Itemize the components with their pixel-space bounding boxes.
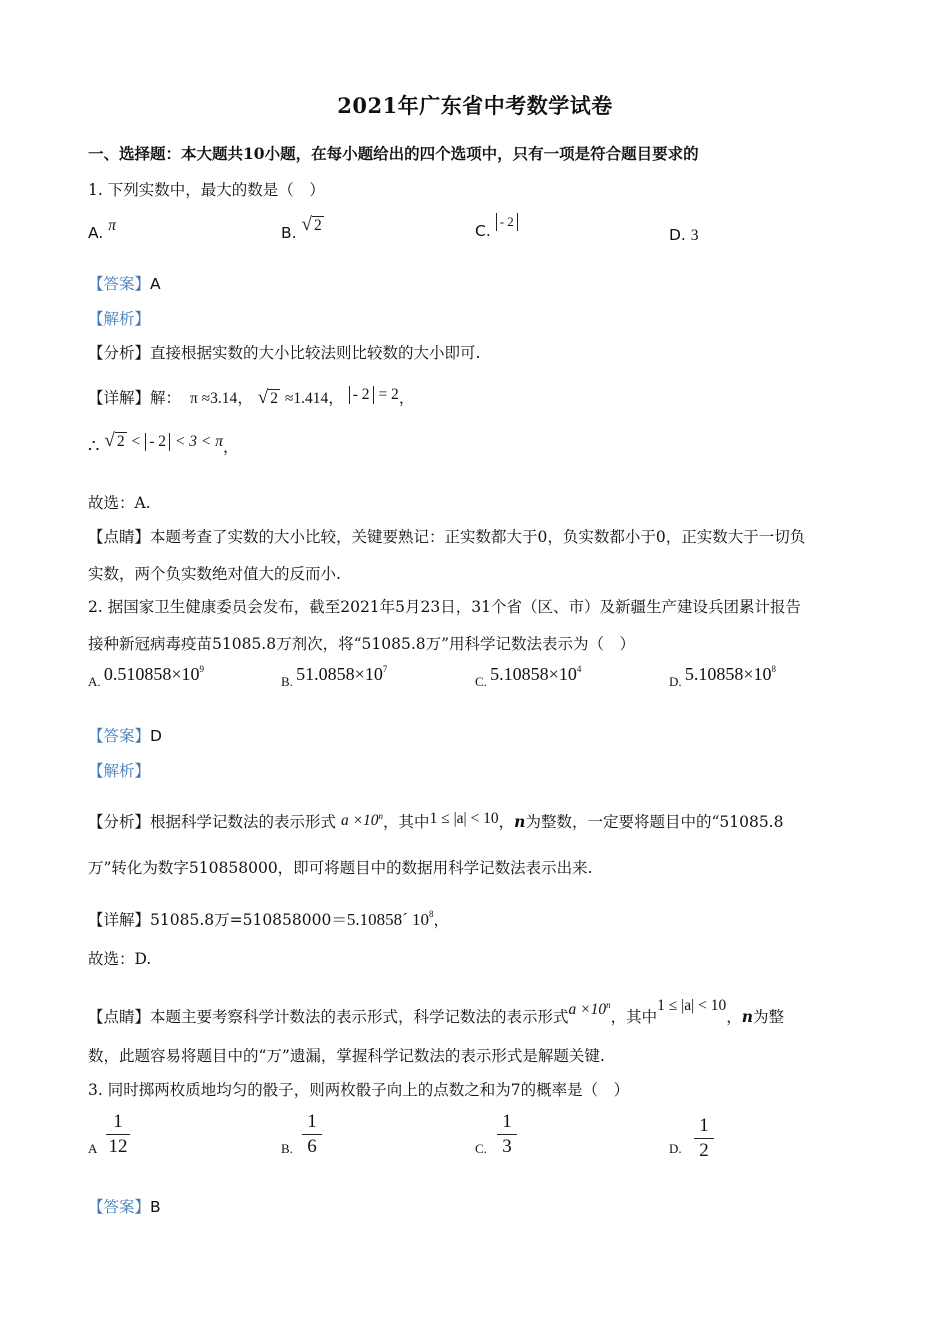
q1-analysis-tag: 【解析】 [88, 310, 151, 328]
q3-option-a-label: A [88, 1141, 98, 1156]
q1-option-b: B. √ 2 [281, 214, 322, 242]
q2-stem-line1: 2. 据国家卫生健康委员会发布，截至2021年5月23日，31个省（区、市）及新疆生产建设兵团累计报告 [88, 598, 801, 616]
q1-comment-line1: 【点睛】本题考查了实数的大小比较，关键要熟记：正实数都大于0，负实数都小于0，正实数大于一切负 [88, 528, 806, 546]
q2-option-d: D. $5.10858\times 10^8$ [669, 664, 777, 689]
q1-answer: 【答案】A [88, 275, 161, 293]
section-heading: 一、选择题：本大题共10小题，在每小题给出的四个选项中，只有一项是符合题目要求的 [88, 144, 699, 163]
q1-option-a: A. π [88, 217, 116, 242]
q1-stem: 1. 下列实数中，最大的数是（ ） [88, 181, 325, 199]
q1-chain: ∴ √ 2 < - 2 < 3 < π， [88, 430, 239, 457]
q1-comment-line2: 实数，两个负实数绝对值大的反而小. [88, 565, 341, 583]
page-title: 2021年广东省中考数学试卷 [337, 93, 613, 118]
q2-choice: 故选：D. [88, 950, 152, 968]
q1-option-d: D. 3 [669, 226, 699, 244]
q3-option-d: 1 2 [694, 1115, 714, 1162]
q2-option-a: A. $0.510858\times 10^9$ [88, 664, 205, 689]
q2-analysis-tag: 【解析】 [88, 762, 151, 780]
q3-option-c: 1 3 [497, 1111, 517, 1158]
q2-option-c: C. $5.10858\times 10^4$ [475, 664, 582, 689]
q3-option-c-label: C. [475, 1141, 487, 1156]
q3-answer: 【答案】B [88, 1198, 161, 1216]
q3-option-b: 1 6 [302, 1111, 322, 1158]
q1-choice: 故选：A. [88, 494, 151, 512]
q2-fenxi-line1: 【分析】根据科学记数法的表示形式 $a \times 10^n$，其中1 ≤ |a| < 10，n为整数，一定要将题目中的“51085.8 [88, 810, 784, 831]
q2-fenxi-line2: 万”转化为数字510858000，即可将题目中的数据用科学记数法表示出来. [88, 859, 593, 877]
q3-option-b-label: B. [281, 1141, 293, 1156]
q2-stem-line2: 接种新冠病毒疫苗51085.8万剂次，将“51085.8万”用科学记数法表示为（ ） [88, 635, 636, 653]
q2-comment-line2: 数，此题容易将题目中的“万”遗漏，掌握科学记数法的表示形式是解题关键. [88, 1047, 605, 1065]
q3-option-d-label: D. [669, 1141, 682, 1156]
q2-detail: 【详解】51085.8万=510858000＝5.10858´ $10^8$， [88, 909, 450, 929]
q1-fenxi: 【分析】直接根据实数的大小比较法则比较数的大小即可. [88, 344, 481, 362]
q1-option-c: C. - 2 [475, 222, 518, 241]
q3-option-a: 1 12 [106, 1111, 130, 1158]
q2-answer: 【答案】D [88, 727, 162, 745]
q1-detail: 【详解】解： π ≈3.14， √ 2 ≈1.414， - 2 = 2， [88, 386, 415, 408]
q2-comment-line1: 【点睛】本题主要考察科学计数法的表示形式，科学记数法的表示形式$a \times 10^n$，其中1 ≤ |a| < 10，n为整 [88, 997, 785, 1026]
q2-option-b: B. $51.0858\times 10^7$ [281, 664, 388, 689]
q3-stem: 3. 同时掷两枚质地均匀的骰子，则两枚骰子向上的点数之和为7的概率是（ ） [88, 1081, 630, 1099]
